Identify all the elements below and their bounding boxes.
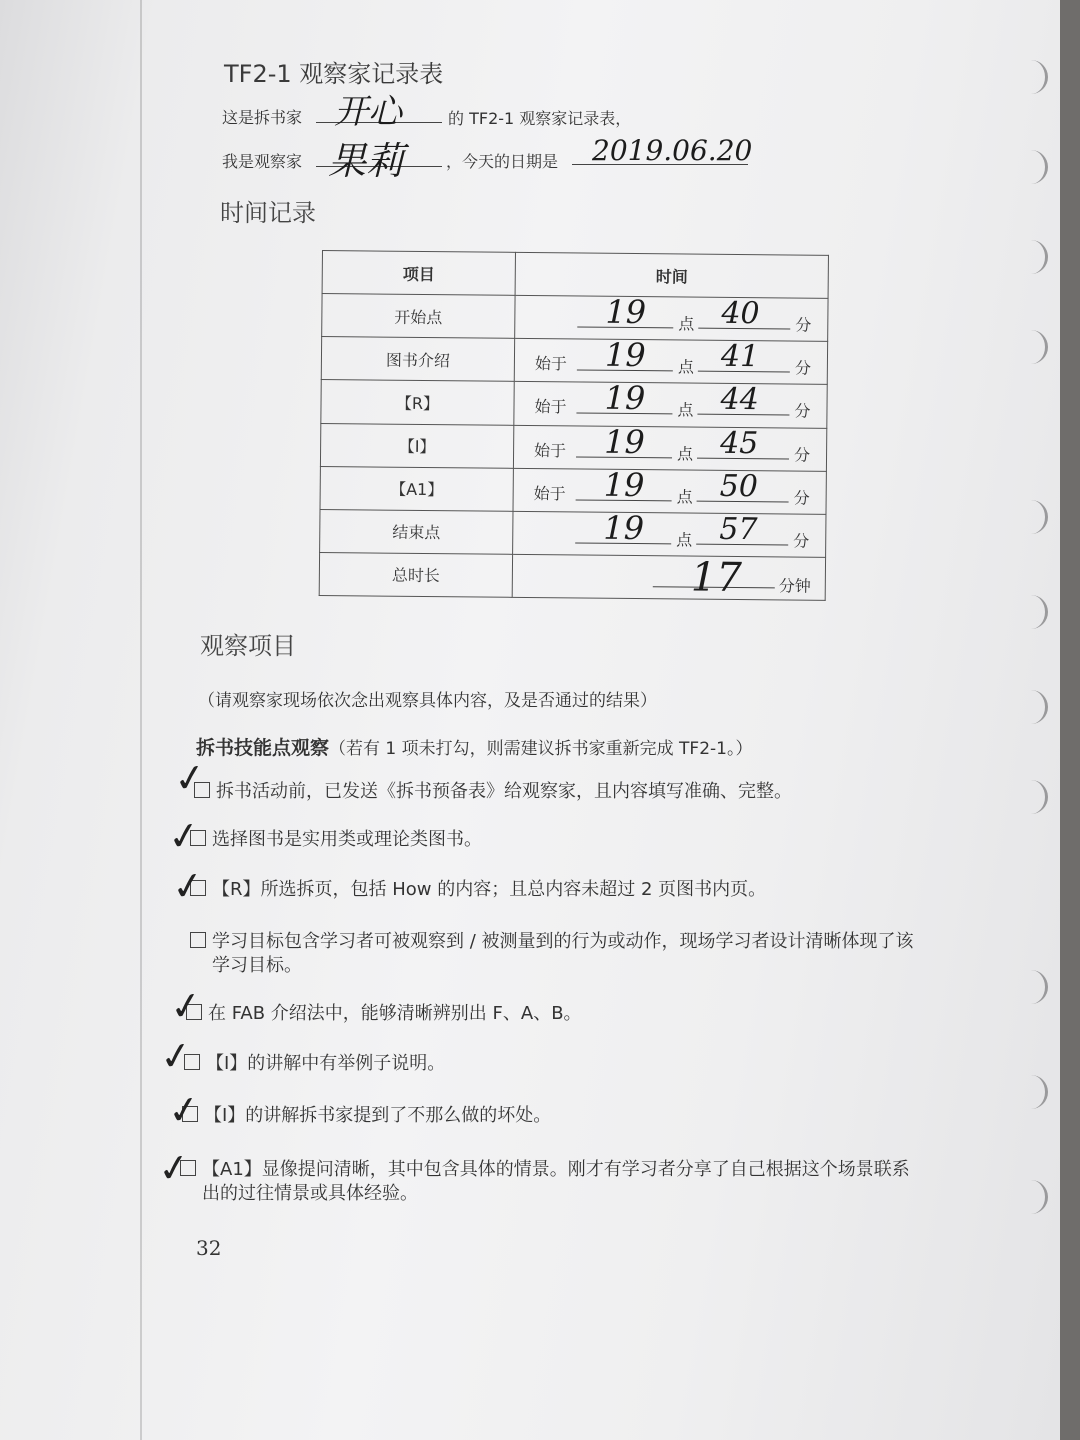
check-mark-icon: ✓: [169, 861, 207, 911]
check-mark-icon: ✓: [165, 811, 203, 861]
start-label: 始于: [534, 354, 568, 374]
check-mark-icon: ✓: [165, 1085, 203, 1135]
total-value: 17: [690, 554, 742, 601]
list-item: [180, 1158, 960, 1206]
line2-middle: ，今天的日期是: [446, 152, 559, 171]
total-label: 总时长: [319, 552, 512, 597]
hour-value: 19: [605, 292, 647, 332]
check-mark-icon: ✓: [157, 1031, 195, 1081]
line2-handwritten-name: 果莉: [328, 139, 405, 183]
line2-handwritten-date: 2019.06.20: [592, 134, 753, 167]
minute-label: 分: [793, 531, 810, 551]
header-item: 项目: [322, 251, 515, 296]
total-unit: 分钟: [778, 576, 811, 596]
minute-value: 44: [720, 382, 759, 418]
form-title: TF2-1 观察家记录表: [224, 60, 444, 88]
hour-label: 点: [676, 487, 693, 507]
subheading-rest: （若有 1 项未打勾，则需建议拆书家重新完成 TF2-1。）: [329, 739, 753, 759]
hour-label: 点: [676, 530, 693, 550]
list-item: [190, 878, 970, 902]
hour-value: 19: [604, 379, 646, 418]
table-row: [320, 423, 826, 471]
table-row-total: [319, 552, 825, 600]
line1-suffix: 的 TF2-1 观察家记录表，: [448, 109, 632, 128]
hour-value: 19: [604, 335, 646, 375]
item-text: 选择图书是实用类或理论类图书。: [212, 829, 482, 850]
check-mark-icon: ✓: [155, 1143, 193, 1193]
subheading-bold: 拆书技能点观察: [196, 737, 330, 759]
hour-label: 点: [677, 400, 694, 420]
hour-label: 点: [676, 443, 694, 464]
row-item-label: 【A1】: [320, 466, 513, 511]
minute-value: 40: [721, 295, 760, 332]
time-record-heading: 时间记录: [220, 199, 316, 227]
row-item-label: 图书介绍: [321, 337, 514, 382]
check-mark-icon: ✓: [167, 981, 205, 1031]
item-text: 在 FAB 介绍法中，能够清晰辨别出 F、A、B。: [208, 1003, 582, 1024]
minute-label: 分: [793, 445, 811, 465]
minute-value: 45: [719, 425, 759, 461]
table-row: [321, 337, 827, 385]
hour-value: 19: [603, 465, 645, 504]
hour-value: 19: [603, 508, 645, 547]
minute-value: 41: [720, 339, 760, 375]
observation-heading: 观察项目: [200, 632, 296, 660]
minute-label: 分: [794, 401, 811, 422]
row-item-label: 【I】: [320, 423, 513, 468]
minute-label: 分: [794, 358, 811, 378]
minute-value: 57: [719, 511, 758, 547]
table-header-row: [322, 251, 828, 299]
table-row: [320, 466, 826, 514]
line1-handwritten-name: 开心: [334, 92, 402, 132]
minute-label: 分: [793, 488, 810, 508]
row-item-label: 开始点: [322, 294, 515, 339]
item-text: 【A1】显像提问清晰，其中包含具体的情景。刚才有学习者分享了自己根据这个场景联系: [202, 1159, 910, 1180]
list-item: [190, 930, 970, 978]
observation-note: （请观察家现场依次念出观察具体内容，及是否通过的结果）: [198, 691, 657, 711]
line2-prefix: 我是观察家: [222, 152, 303, 171]
hour-label: 点: [677, 357, 694, 377]
start-label: 始于: [533, 440, 567, 460]
table-row: [320, 509, 826, 557]
item-text: 学习目标包含学习者可被观察到 / 被测量到的行为或动作，现场学习者设计清晰体现了该: [212, 931, 914, 952]
list-item: [182, 1104, 962, 1128]
hour-label: 点: [678, 314, 695, 334]
line1-prefix: 这是拆书家: [222, 108, 303, 127]
table-row: [322, 294, 828, 342]
time-record-table: [319, 250, 829, 601]
item-text-line2: 学习目标。: [212, 955, 302, 976]
start-label: 始于: [533, 483, 566, 503]
item-text-line2: 出的过往情景或具体经验。: [202, 1183, 418, 1204]
observation-subheading: [196, 733, 752, 760]
list-item: [190, 828, 970, 852]
item-text: 【R】所选拆页，包括 How 的内容；且总内容未超过 2 页图书内页。: [212, 879, 767, 900]
check-mark-icon: ✓: [171, 753, 209, 803]
item-text: 拆书活动前，已发送《拆书预备表》给观察家，且内容填写准确、完整。: [216, 781, 792, 802]
list-item: [194, 780, 974, 804]
table-row: [321, 380, 827, 428]
list-item: [186, 1002, 966, 1026]
page-number: 32: [196, 1236, 222, 1260]
list-item: [184, 1052, 964, 1076]
binding-rings: [1000, 0, 1060, 1440]
row-item-label: 【R】: [321, 380, 514, 425]
header-time: 时间: [515, 252, 828, 298]
item-text: 【I】的讲解中有举例子说明。: [206, 1053, 446, 1074]
start-label: 始于: [534, 397, 567, 417]
row-item-label: 结束点: [320, 509, 513, 554]
minute-value: 50: [719, 468, 759, 504]
minute-label: 分: [795, 315, 812, 335]
hour-value: 19: [603, 422, 646, 461]
checkbox-icon[interactable]: [190, 932, 206, 948]
item-text: 【I】的讲解拆书家提到了不那么做的坏处。: [204, 1105, 552, 1126]
page-fold-shadow: [140, 0, 142, 1440]
